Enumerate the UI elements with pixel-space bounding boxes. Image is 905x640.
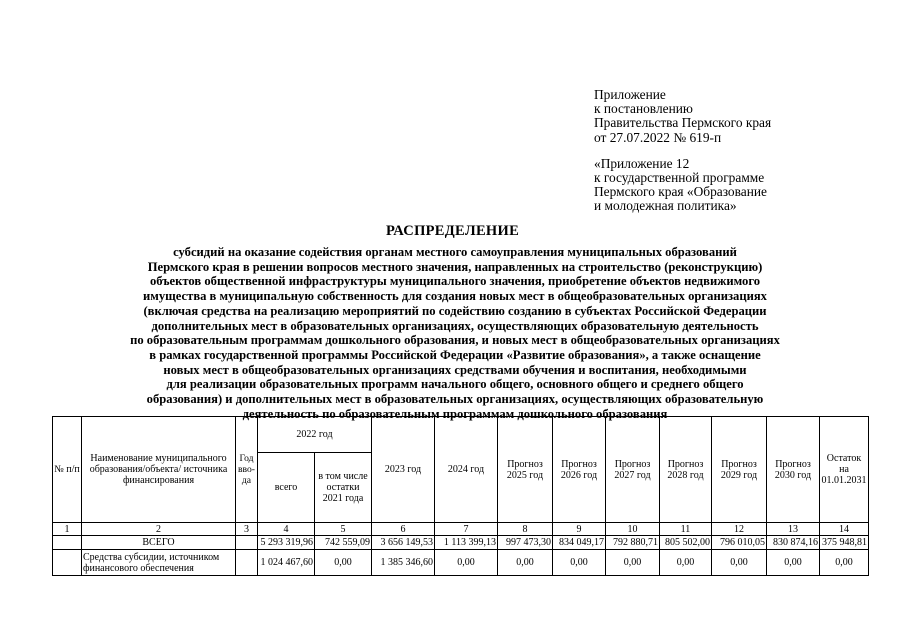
subtitle-line: субсидий на оказание содействия органам местного самоуправления муниципальных образований (173, 245, 737, 259)
col-number: 7 (435, 523, 498, 536)
cell-value: 0,00 (553, 550, 606, 576)
cell-value: 375 948,81 (820, 536, 869, 550)
header-name: Наименование муниципального образования/объекта/ источника финансирования (82, 417, 236, 523)
cell-value: 1 113 399,13 (435, 536, 498, 550)
appendix-line: Приложение (594, 87, 666, 102)
subtitle-line: для реализации образовательных программ начального общего, основного общего и среднего общего (166, 377, 744, 392)
table-row-subsidy (53, 550, 869, 576)
cell-value: 997 473,30 (498, 536, 553, 550)
row-name: ВСЕГО (82, 536, 236, 550)
col-number: 12 (712, 523, 767, 536)
appendix-line: и молодежная политика» (594, 198, 737, 214)
col-number: 10 (606, 523, 660, 536)
header-remainder: Остаток на 01.01.2031 (820, 417, 869, 523)
cell-value: 3 656 149,53 (372, 536, 435, 550)
header-year: Год вво-да (236, 417, 258, 523)
subtitle-line: Пермского края в решении вопросов местного значения, направленных на строительство (реконструкцию) (147, 259, 763, 274)
col-number: 2 (82, 523, 236, 536)
cell-value: 0,00 (820, 550, 869, 576)
row-num (53, 550, 82, 576)
appendix-line: к постановлению (594, 101, 693, 117)
cell-value: 5 293 319,96 (258, 536, 315, 550)
col-number: 8 (498, 523, 553, 536)
cell-value: 0,00 (767, 550, 820, 576)
row-num (53, 536, 82, 550)
appendix-line: от 27.07.2022 № 619-п (594, 129, 722, 145)
col-number: 11 (660, 523, 712, 536)
cell-value: 796 010,05 (712, 536, 767, 550)
col-number: 6 (372, 523, 435, 536)
cell-value: 834 049,17 (553, 536, 606, 550)
cell-value: 0,00 (435, 550, 498, 576)
col-number: 1 (53, 523, 82, 536)
header-forecast-2026: Прогноз 2026 год (553, 417, 606, 523)
header-forecast-2030: Прогноз 2030 год (767, 417, 820, 523)
col-number: 13 (767, 523, 820, 536)
cell-value: 1 024 467,60 (258, 550, 315, 576)
header-forecast-2027: Прогноз 2027 год (606, 417, 660, 523)
cell-value: 1 385 346,60 (372, 550, 435, 576)
subtitle-line: имущества в муниципальную собственность для создания новых мест в общеобразовательных организациях (143, 289, 767, 304)
appendix-block (594, 88, 894, 214)
header-num: № п/п (53, 417, 82, 523)
cell-value: 0,00 (712, 550, 767, 576)
document-title: РАСПРЕДЕЛЕНИЕ (385, 223, 520, 239)
header-2022: 2022 год (258, 417, 372, 453)
row-year (236, 550, 258, 576)
appendix-line: Правительства Пермского края (594, 115, 772, 131)
document-subtitle (60, 245, 850, 421)
subtitle-line: объектов общественной инфраструктуры муниципального значения, приобретение объектов недвижимого (149, 274, 761, 289)
col-number: 4 (258, 523, 315, 536)
header-forecast-2025: Прогноз 2025 год (498, 417, 553, 523)
appendix-line: к государственной программе (594, 170, 765, 186)
distribution-table (52, 416, 869, 576)
appendix-gap (594, 145, 894, 157)
col-number: 9 (553, 523, 606, 536)
header-2023: 2023 год (372, 417, 435, 523)
header-2024: 2024 год (435, 417, 498, 523)
header-2022-total: всего (258, 453, 315, 523)
col-number: 5 (315, 523, 372, 536)
cell-value: 0,00 (606, 550, 660, 576)
cell-value: 0,00 (498, 550, 553, 576)
appendix-line: Пермского края «Образование (594, 184, 767, 200)
col-number: 14 (820, 523, 869, 536)
header-forecast-2028: Прогноз 2028 год (660, 417, 712, 523)
subtitle-line: дополнительных мест в образовательных организациях, осуществляющих образовательную деятельность (151, 318, 759, 333)
row-year (236, 536, 258, 550)
header-forecast-2029: Прогноз 2029 год (712, 417, 767, 523)
subtitle-line: (включая средства на реализацию мероприятий по содействию созданию в субъектах Российской Федерации (143, 303, 767, 318)
cell-value: 0,00 (660, 550, 712, 576)
table-row-total (53, 536, 869, 550)
header-2022-remainder: в том числе остатки 2021 года (315, 453, 372, 523)
cell-value: 805 502,00 (660, 536, 712, 550)
subtitle-line: по образовательным программам дошкольного образования, и новых мест в общеобразовательных организациях (130, 333, 780, 348)
row-name: Средства субсидии, источником финансового обеспечения (82, 550, 236, 576)
cell-value: 792 880,71 (606, 536, 660, 550)
subtitle-line: деятельность по образовательным программам дошкольного образования (242, 406, 668, 421)
cell-value: 0,00 (315, 550, 372, 576)
cell-value: 742 559,09 (315, 536, 372, 550)
subtitle-line: образования) и дополнительных мест в образовательных организациях, осуществляющих образовательную (146, 392, 764, 407)
subtitle-line: в рамках государственной программы Российской Федерации «Развитие образования», а также оснащение (149, 347, 761, 362)
cell-value: 830 874,16 (767, 536, 820, 550)
subtitle-line: новых мест в общеобразовательных организациях средствами обучения и воспитания, необходимыми (163, 362, 747, 377)
appendix-line: «Приложение 12 (594, 155, 690, 171)
col-number: 3 (236, 523, 258, 536)
